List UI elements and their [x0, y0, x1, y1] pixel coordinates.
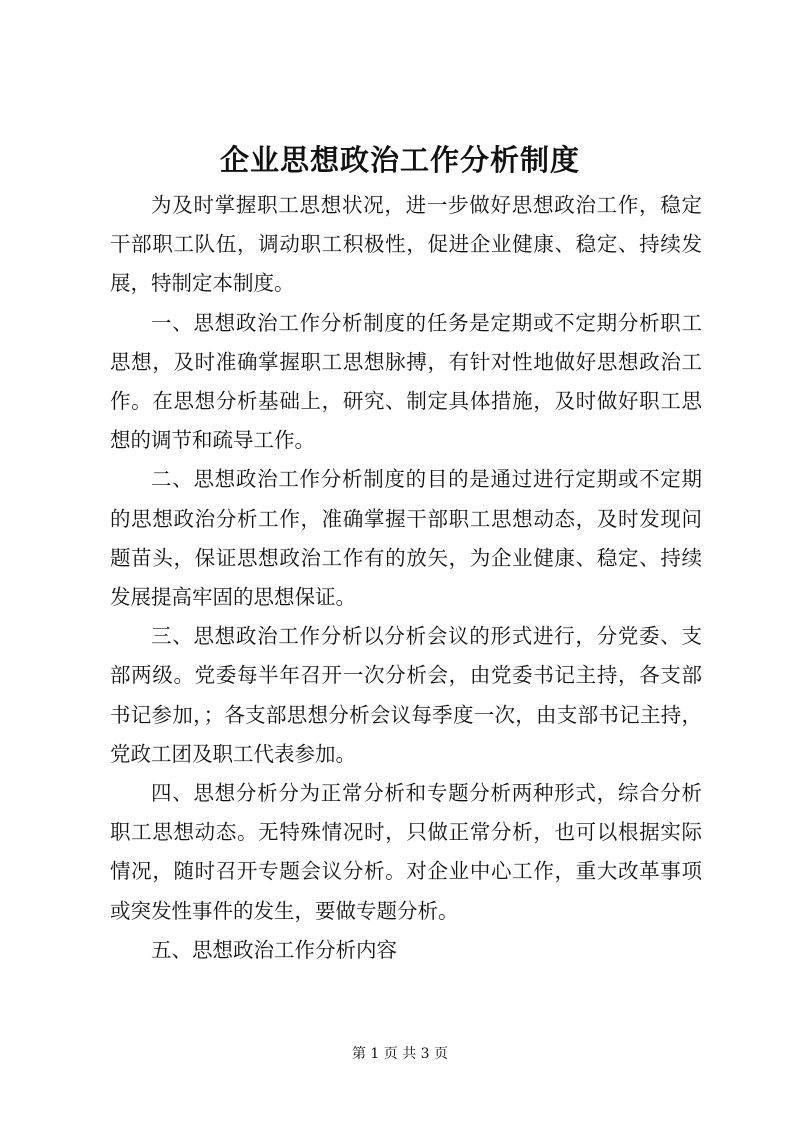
paragraph-section-4: 四、思想分析分为正常分析和专题分析两种形式，综合分析职工思想动态。无特殊情况时，只做正常分析，也可以根据实际情况，随时召开专题会议分析。对企业中心工作，重大改革事项或突发性事件的发生，要做专题分析。: [110, 781, 702, 923]
page-number-footer: 第 1 页 共 3 页: [351, 1046, 449, 1062]
document-title: 企业思想政治工作分析制度: [219, 143, 580, 177]
paragraph-section-5: 五、思想政治工作分析内容: [151, 937, 397, 962]
paragraph-section-1: 一、思想政治工作分析制度的任务是定期或不定期分析职工思想，及时准确掌握职工思想脉搏，有针对性地做好思想政治工作。在思想分析基础上，研究、制定具体措施，及时做好职工思想的调节和疏导工作。: [110, 310, 702, 453]
paragraph-section-3: 三、思想政治工作分析以分析会议的形式进行，分党委、支部两级。党委每半年召开一次分析会，由党委书记主持，各支部书记参加，；各支部思想分析会议每季度一次，由支部书记主持，党政工团及职工代表参加。: [110, 624, 702, 766]
paragraph-intro: 为及时掌握职工思想状况，进一步做好思想政治工作，稳定干部职工队伍，调动职工积极性，促进企业健康、稳定、持续发展，特制定本制度。: [110, 193, 702, 296]
document-body: [110, 186, 702, 970]
paragraph-section-2: 二、思想政治工作分析制度的目的是通过进行定期或不定期的思想政治分析工作，准确掌握干部职工思想动态，及时发现问题苗头，保证思想政治工作有的放矢，为企业健康、稳定、持续发展提高牢固的思想保证。: [110, 467, 702, 610]
